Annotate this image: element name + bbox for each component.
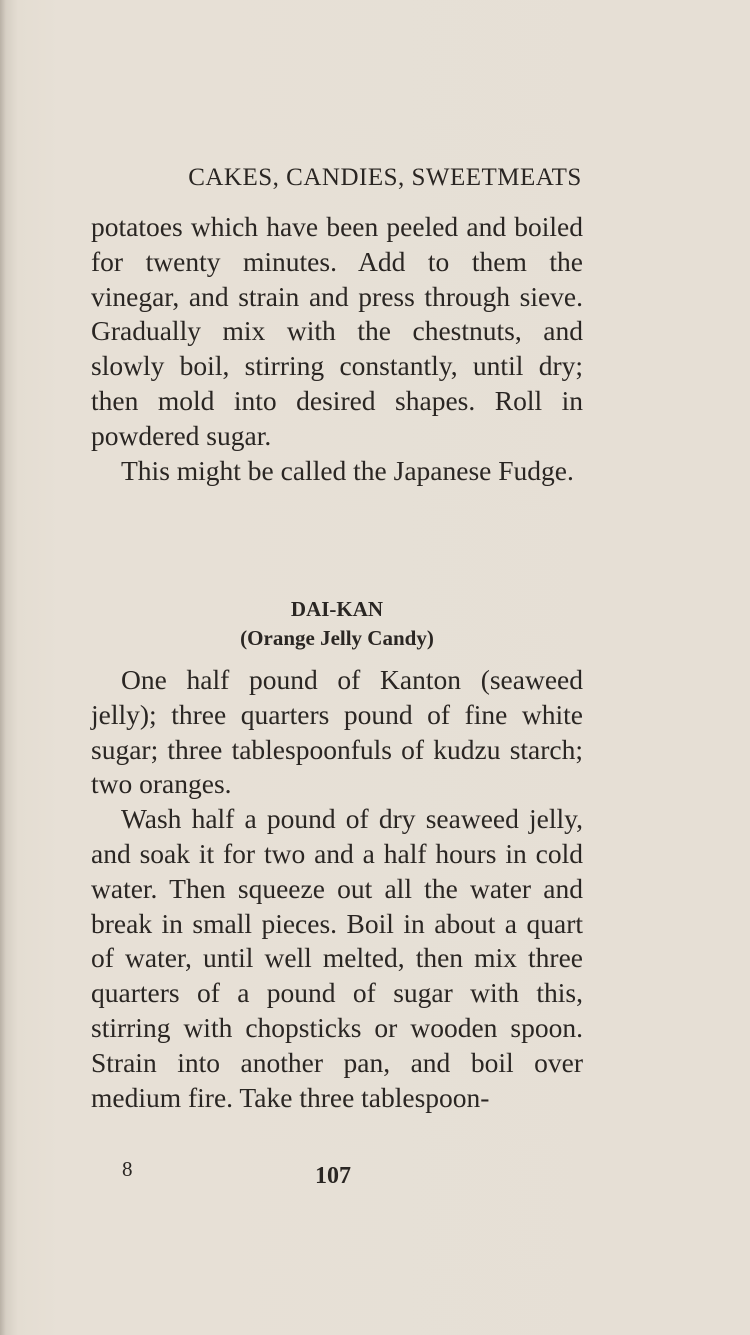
method-paragraph: Wash half a pound of dry seaweed jelly, and soak it for two and a half hours in cold water. Then squeeze out all the water and break in small pieces. Boil in about a quart of water, until well melted, then mix three quarters of a pound of sugar with this, stirring with chopsticks or wooden spoon. Strain into another pan, and boil over medium fire. Take three tablespoon-	[91, 803, 583, 1113]
signature-mark: 8	[122, 1157, 133, 1181]
recipe-text	[91, 663, 583, 1115]
fudge-note-paragraph: This might be called the Japanese Fudge.	[121, 454, 574, 486]
ingredients-paragraph: One half pound of Kanton (seaweed jelly); three quarters pound of fine white sugar; three tablespoonfuls of kudzu starch; two oranges.	[91, 664, 583, 800]
continuation-text	[91, 210, 583, 488]
recipe-subtitle: (Orange Jelly Candy)	[240, 626, 434, 650]
continuation-paragraph: potatoes which have been peeled and boiled for twenty minutes. Add to them the vinegar, and strain and press through sieve. Gradually mix with the chestnuts, and slowly boil, stirring constantly, until dry; then mold into desired shapes. Roll in powdered sugar.	[91, 211, 583, 451]
running-head: CAKES, CANDIES, SWEETMEATS	[188, 164, 582, 191]
recipe-title: DAI-KAN	[290, 597, 384, 621]
page-number: 107	[315, 1163, 351, 1189]
